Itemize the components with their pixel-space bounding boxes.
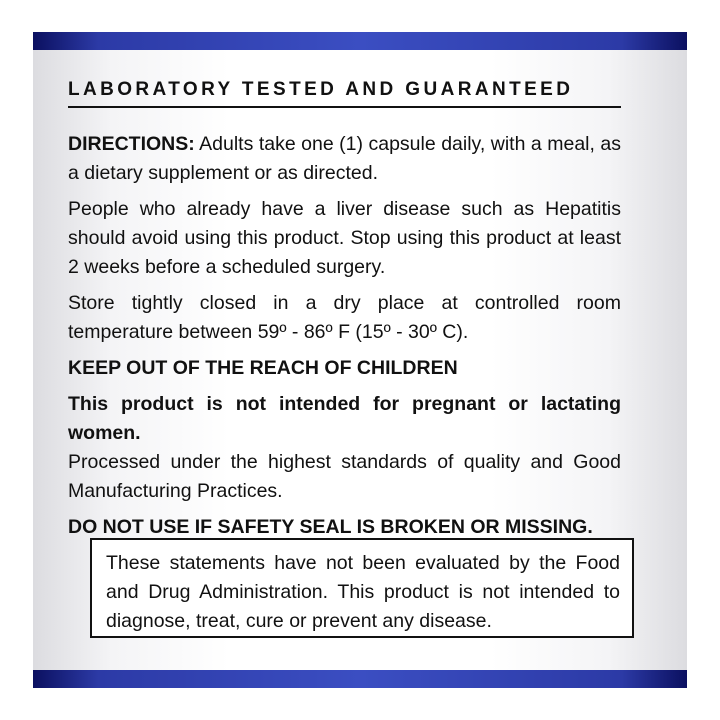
directions-text: Adults take one (1) capsule daily, with a meal, as a dietary supplement or as directed.	[68, 133, 621, 184]
fda-disclaimer-text: These statements have not been evaluated by the Food and Drug Administration. This product is not intended to diagnose, treat, cure or prevent any disease.	[106, 552, 620, 632]
top-blue-band	[33, 32, 687, 50]
liver-warning: People who already have a liver disease such as Hepatitis should avoid using this product. Stop using this product at least 2 weeks before a scheduled surgery.	[68, 198, 621, 278]
directions-label: DIRECTIONS:	[68, 133, 195, 155]
children-warning: KEEP OUT OF THE REACH OF CHILDREN	[68, 357, 458, 379]
heading-underline	[68, 106, 621, 108]
fda-disclaimer-box	[90, 538, 634, 638]
label-heading: LABORATORY TESTED AND GUARANTEED	[68, 79, 574, 100]
storage-instructions: Store tightly closed in a dry place at controlled room temperature between 59º - 86º F (15º - 30º C).	[68, 292, 621, 343]
safety-seal-warning: DO NOT USE IF SAFETY SEAL IS BROKEN OR MISSING.	[68, 516, 593, 538]
directions-paragraph	[68, 130, 621, 188]
bottom-blue-band	[33, 670, 687, 688]
label-body	[68, 130, 621, 542]
gmp-statement: Processed under the highest standards of quality and Good Manufacturing Practices.	[68, 451, 621, 502]
pregnancy-warning: This product is not intended for pregnant or lactating women.	[68, 393, 621, 444]
